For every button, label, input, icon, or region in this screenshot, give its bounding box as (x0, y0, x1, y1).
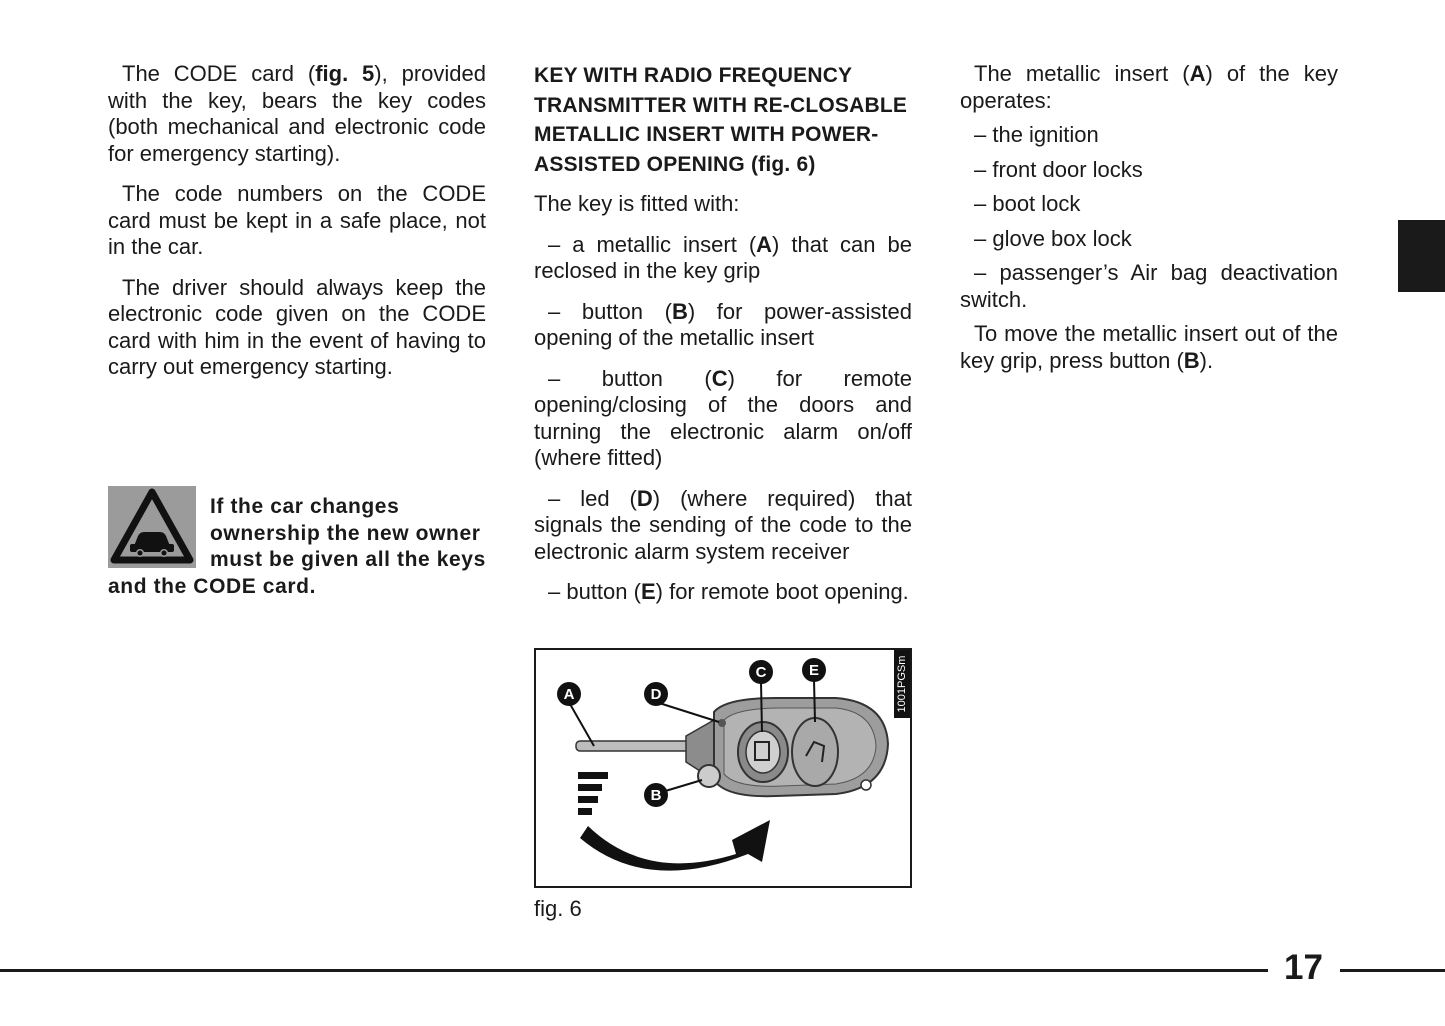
footer-rule-right (1340, 969, 1445, 972)
callout-d: D (650, 686, 662, 703)
intro-text: The key is fitted with: (534, 191, 740, 216)
key-figure (534, 648, 912, 888)
list-item-d: – led (D) (where required) that signals the sending of the code to the electronic alarm system receiver (534, 485, 912, 564)
page-number: 17 (1284, 948, 1323, 987)
callout-a: A (563, 686, 575, 703)
code-numbers-paragraph: The code numbers on the CODE card must be kept in a safe place, not in the car. (108, 181, 486, 259)
list-item-c: – button (C) for remote opening/closing of the doors and turning the electronic alarm on/off (where fitted) (534, 365, 912, 470)
operates-item-1: – the ignition (974, 122, 1099, 147)
callout-e: E (808, 662, 820, 679)
section-heading: KEY WITH RADIO FREQUENCY TRANSMITTER WITH RE-CLOSABLE METALLIC INSERT WITH POWER-ASSISTED OPENING (fig. 6) (534, 64, 908, 176)
list-item-e: – button (E) for remote boot opening. (548, 579, 909, 604)
figure-code-text: 1001PGSm (896, 655, 908, 713)
move-insert-paragraph: To move the metallic insert out of the key grip, press button (B). (960, 321, 1338, 373)
callout-b: B (650, 787, 662, 804)
heading-text: KEY WITH RADIO FREQUENCY TRANSMITTER WITH RE-CLOSABLE METALLIC INSERT WITH POWER-ASSISTED OPENING (534, 64, 908, 176)
right-column (960, 61, 1338, 374)
warning-note (108, 486, 486, 600)
key-illustration (536, 650, 910, 886)
code-card-paragraph: The CODE card (fig. 5), provided with the key, bears the key codes (both mechanical and electronic code for emergency starting). (108, 61, 486, 166)
operates-item-2: – front door locks (974, 156, 1143, 182)
footer-rule-left (0, 969, 1268, 972)
figure-code (894, 650, 910, 718)
warning-car-icon (108, 486, 196, 568)
operates-item-5: – passenger’s Air bag deactivation switch. (960, 260, 1338, 312)
heading-figure-ref: fig. 6 (758, 152, 809, 176)
list-item-b: – button (B) for power-assisted opening of the metallic insert (534, 298, 912, 350)
figure-caption: fig. 6 (534, 896, 582, 921)
middle-column (534, 61, 912, 606)
warning-text: If the car changes ownership the new owner must be given all the keys and the CODE card. (108, 495, 486, 598)
operates-item-4: – glove box lock (974, 225, 1132, 251)
callout-c: C (755, 664, 767, 681)
insert-operates-paragraph: The metallic insert (A) of the key operates: (960, 61, 1338, 113)
section-tab-marker (1398, 220, 1445, 292)
list-item-a: – a metallic insert (A) that can be reclosed in the key grip (534, 231, 912, 283)
left-column (108, 61, 486, 381)
driver-paragraph: The driver should always keep the electronic code given on the CODE card with him in the event of having to carry out emergency starting. (108, 274, 486, 379)
operates-item-3: – boot lock (974, 191, 1081, 216)
